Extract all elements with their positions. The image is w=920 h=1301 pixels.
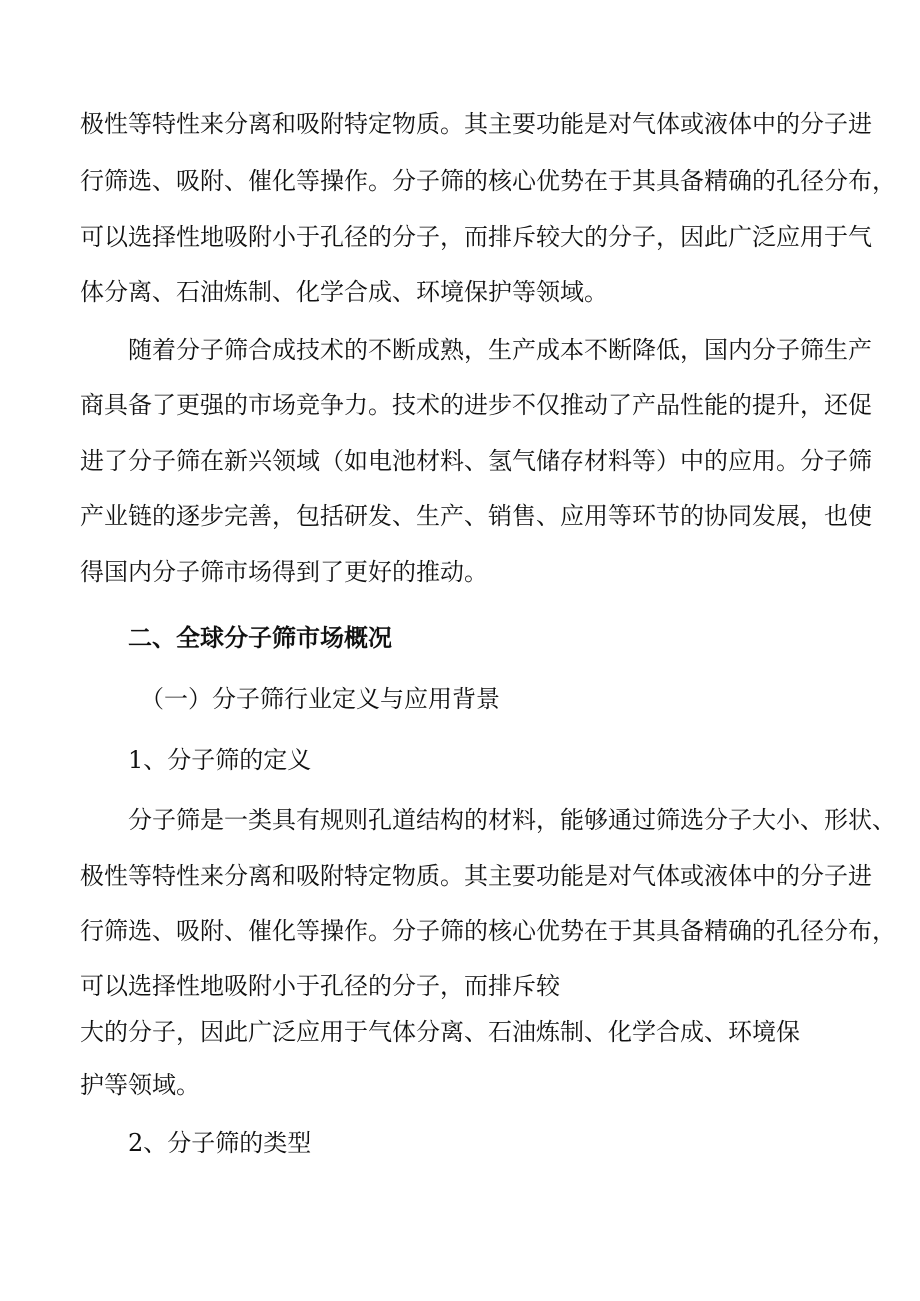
paragraph-3-line-2: 极性等特性来分离和吸附特定物质。其主要功能是对气体或液体中的分子进 <box>80 862 872 890</box>
paragraph-1-line-1: 极性等特性来分离和吸附特定物质。其主要功能是对气体或液体中的分子进 <box>80 110 872 138</box>
paragraph-3-line-5: 大的分子，因此广泛应用于气体分离、石油炼制、化学合成、环境保 <box>80 1018 800 1046</box>
paragraph-3-line-4: 可以选择性地吸附小于孔径的分子，而排斥较 <box>80 972 560 1000</box>
paragraph-3-line-6: 护等领域。 <box>80 1071 200 1099</box>
item-2-heading: 2、分子筛的类型 <box>128 1129 312 1157</box>
paragraph-3-line-3: 行筛选、吸附、催化等操作。分子筛的核心优势在于其具备精确的孔径分布， <box>80 917 896 945</box>
paragraph-3-line-1: 分子筛是一类具有规则孔道结构的材料，能够通过筛选分子大小、形状、 <box>128 806 896 834</box>
paragraph-2-line-2: 商具备了更强的市场竞争力。技术的进步不仅推动了产品性能的提升，还促 <box>80 391 872 419</box>
section-heading: 二、全球分子筛市场概况 <box>128 623 392 652</box>
paragraph-1-line-3: 可以选择性地吸附小于孔径的分子，而排斥较大的分子，因此广泛应用于气 <box>80 223 872 251</box>
subsection-heading: （一）分子筛行业定义与应用背景 <box>140 685 500 713</box>
paragraph-2-line-5: 得国内分子筛市场得到了更好的推动。 <box>80 558 488 586</box>
paragraph-2-line-4: 产业链的逐步完善，包括研发、生产、销售、应用等环节的协同发展，也使 <box>80 502 872 530</box>
paragraph-1-line-4: 体分离、石油炼制、化学合成、环境保护等领域。 <box>80 278 608 306</box>
paragraph-2-line-1: 随着分子筛合成技术的不断成熟，生产成本不断降低，国内分子筛生产 <box>128 336 872 364</box>
paragraph-1-line-2: 行筛选、吸附、催化等操作。分子筛的核心优势在于其具备精确的孔径分布， <box>80 167 896 195</box>
item-1-heading: 1、分子筛的定义 <box>128 746 312 774</box>
paragraph-2-line-3: 进了分子筛在新兴领域（如电池材料、氢气储存材料等）中的应用。分子筛 <box>80 447 872 475</box>
